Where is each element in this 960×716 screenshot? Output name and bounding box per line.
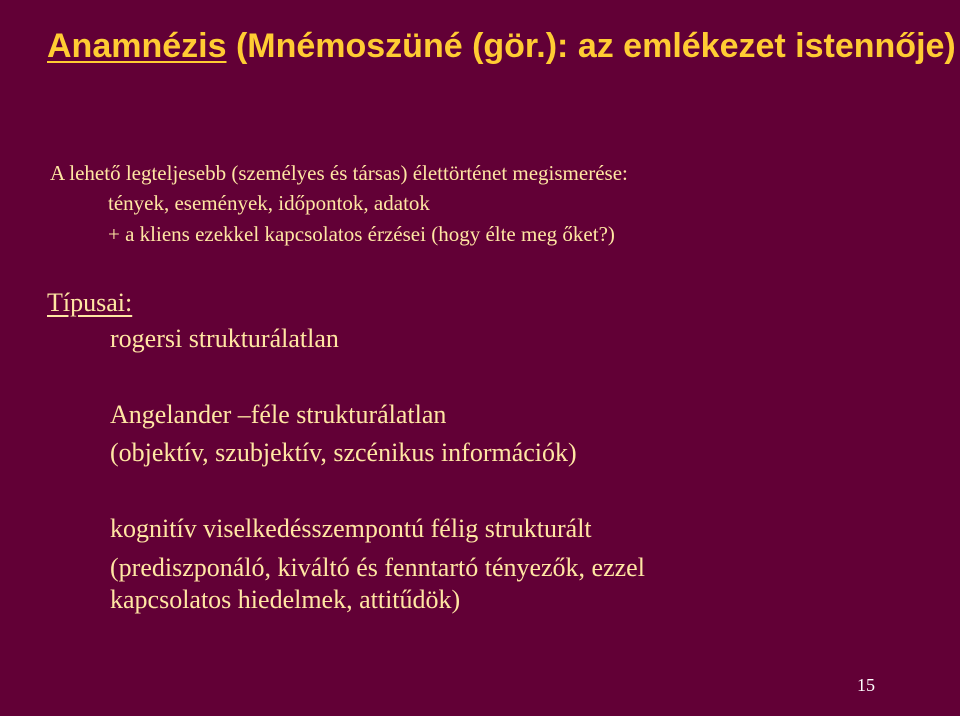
title-rest: (Mnémoszüné (gör.): az emlékezet istennője)	[226, 27, 956, 65]
page-number: 15	[857, 675, 875, 695]
intro-line-1: A lehető legteljesebb (személyes és társas) élettörténet megismerése:	[50, 161, 628, 185]
types-heading: Típusai:	[47, 288, 133, 317]
type-item-3-line-3: kapcsolatos hiedelmek, attitűdök)	[110, 585, 461, 614]
type-item-3-line-2: (prediszponáló, kiváltó és fenntartó tényezők, ezzel	[110, 553, 645, 582]
intro-line-2: tények, események, időpontok, adatok	[108, 191, 430, 215]
slide-title	[47, 26, 956, 66]
type-item-1-line-1: rogersi strukturálatlan	[110, 324, 339, 353]
type-item-2-line-2: (objektív, szubjektív, szcénikus információk)	[110, 438, 577, 467]
title-term: Anamnézis	[47, 27, 227, 65]
intro-line-3: + a kliens ezekkel kapcsolatos érzései (hogy élte meg őket?)	[108, 222, 615, 246]
type-item-2-line-1: Angelander –féle strukturálatlan	[110, 400, 447, 429]
type-item-3-line-1: kognitív viselkedésszempontú félig strukturált	[110, 514, 592, 543]
